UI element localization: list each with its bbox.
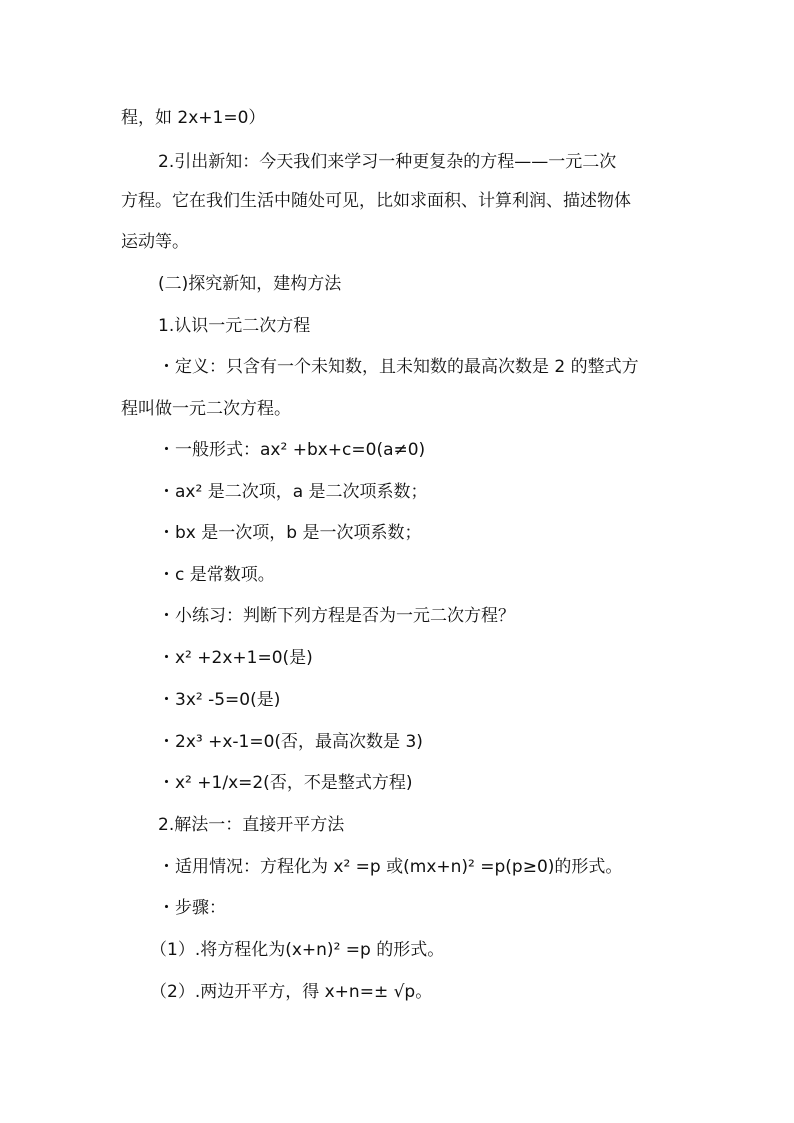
bullet-definition: ・定义：只含有一个未知数，且未知数的最高次数是 2 的整式方 — [158, 357, 639, 377]
step-2: （2）.两边开平方，得 x+n=± √p。 — [150, 982, 433, 1002]
text-line-new-knowledge: 2.引出新知：今天我们来学习一种更复杂的方程——一元二次 — [158, 152, 617, 172]
bullet-steps: ・步骤： — [158, 898, 226, 918]
bullet-quadratic-term: ・ax² 是二次项，a 是二次项系数； — [158, 482, 428, 502]
bullet-practice: ・小练习：判断下列方程是否为一元二次方程？ — [158, 606, 515, 626]
bullet-constant-term: ・c 是常数项。 — [158, 565, 275, 585]
bullet-practice-item-1: ・x² +2x+1=0(是) — [158, 648, 313, 668]
text-line-new-knowledge-end: 运动等。 — [121, 232, 189, 252]
bullet-practice-item-4: ・x² +1/x=2(否，不是整式方程) — [158, 773, 413, 793]
bullet-practice-item-2: ・3x² -5=0(是) — [158, 690, 281, 710]
subheading-recognize-equation: 1.认识一元二次方程 — [158, 316, 311, 336]
step-1: （1）.将方程化为(x+n)² =p 的形式。 — [150, 940, 445, 960]
bullet-practice-item-3: ・2x³ +x-1=0(否，最高次数是 3) — [158, 732, 423, 752]
bullet-definition-cont: 程叫做一元二次方程。 — [121, 399, 291, 419]
text-line-new-knowledge-cont: 方程。它在我们生活中随处可见，比如求面积、计算利润、描述物体 — [121, 191, 631, 211]
bullet-general-form: ・一般形式：ax² +bx+c=0(a≠0) — [158, 440, 426, 460]
bullet-linear-term: ・bx 是一次项，b 是一次项系数； — [158, 523, 422, 543]
text-line-continuation: 程，如 2x+1=0） — [121, 108, 266, 128]
bullet-applicable-case: ・适用情况：方程化为 x² =p 或(mx+n)² =p(p≥0)的形式。 — [158, 857, 623, 877]
subheading-method-one: 2.解法一：直接开平方法 — [158, 815, 345, 835]
section-heading-explore: (二)探究新知，建构方法 — [158, 274, 342, 294]
